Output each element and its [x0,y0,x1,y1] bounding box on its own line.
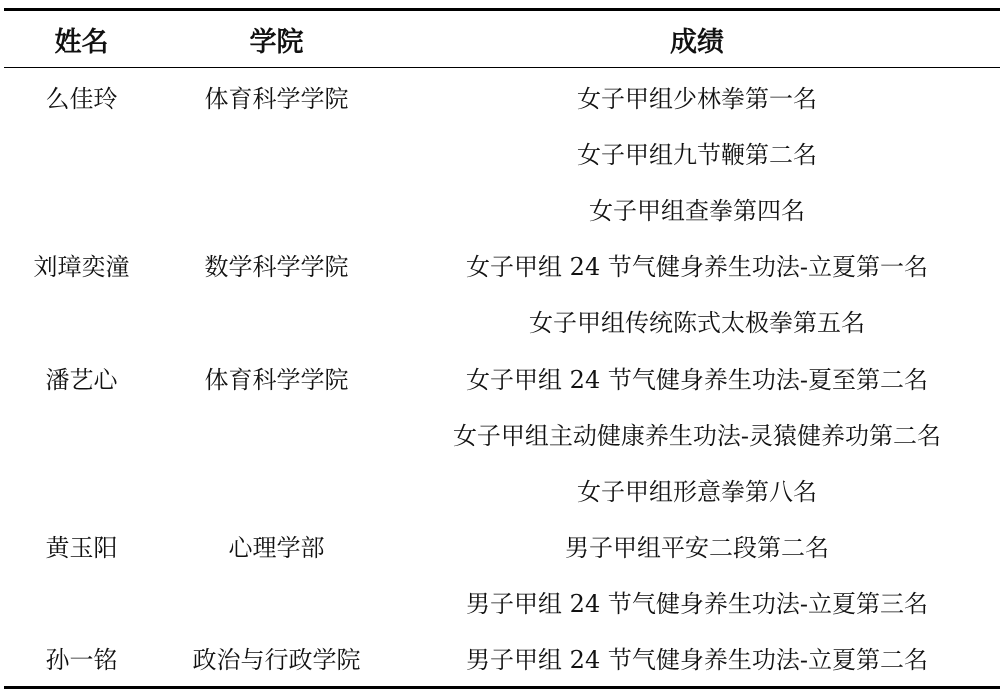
table-row [4,124,1000,180]
cell-college: 体育科学学院 [204,84,349,113]
table-bottom-rule [4,686,1000,689]
table-row [4,461,1000,517]
cell-result: 男子甲组 24 节气健身养生功法-立夏第三名 [466,590,928,619]
cell-name: 潘艺心 [45,365,118,394]
table-row [4,349,1000,405]
table-body [4,68,1000,686]
table-row [4,518,1000,574]
results-table [4,8,1000,689]
cell-result: 男子甲组平安二段第二名 [565,534,829,563]
table-row [4,68,1000,124]
cell-result: 女子甲组查拳第四名 [589,196,805,225]
cell-college: 体育科学学院 [204,365,349,394]
cell-name: 孙一铭 [45,646,118,675]
cell-name: 么佳玲 [45,84,118,113]
cell-name: 刘璋奕潼 [33,253,130,282]
table-header-row [4,11,1000,67]
cell-college: 心理学部 [228,534,325,563]
header-result: 成绩 [670,26,724,58]
table-row [4,405,1000,461]
table-row [4,293,1000,349]
cell-result: 男子甲组 24 节气健身养生功法-立夏第二名 [466,646,928,675]
cell-result: 女子甲组 24 节气健身养生功法-夏至第二名 [466,365,928,394]
table-row [4,180,1000,236]
cell-name: 黄玉阳 [45,534,118,563]
cell-result: 女子甲组主动健康养生功法-灵猿健养功第二名 [452,421,942,450]
table-row [4,574,1000,630]
cell-college: 政治与行政学院 [192,646,361,675]
header-college: 学院 [249,26,304,58]
cell-college: 数学科学学院 [204,253,349,282]
cell-result: 女子甲组形意拳第八名 [577,477,817,506]
cell-result: 女子甲组少林拳第一名 [577,84,817,113]
table-row [4,237,1000,293]
cell-result: 女子甲组传统陈式太极拳第五名 [529,309,865,338]
header-name: 姓名 [54,26,109,58]
table-row [4,630,1000,686]
cell-result: 女子甲组 24 节气健身养生功法-立夏第一名 [466,253,928,282]
cell-result: 女子甲组九节鞭第二名 [577,140,817,169]
